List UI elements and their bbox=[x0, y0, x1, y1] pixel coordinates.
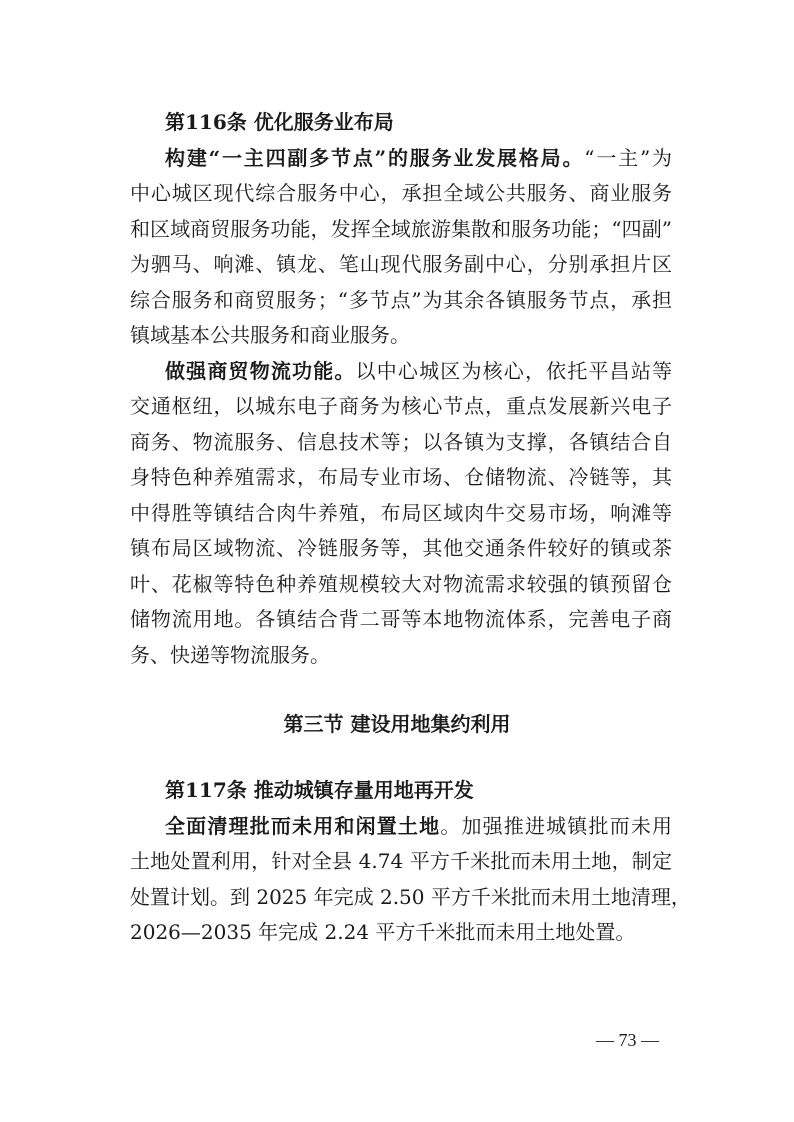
paragraph-line bbox=[130, 809, 672, 845]
paragraph-lead: 做强商贸物流功能。 bbox=[165, 358, 356, 383]
paragraph-line: 和区域商贸服务功能，发挥全域旅游集散和服务功能；“四副” bbox=[130, 216, 672, 241]
paragraph-line: 镇域基本公共服务和商业服务。 bbox=[130, 323, 410, 347]
paragraph-line: 处置计划。到 2025 年完成 2.50 平方千米批而未用土地清理， bbox=[130, 884, 691, 909]
paragraph-line: 储物流用地。各镇结合背二哥等本地物流体系，完善电子商 bbox=[130, 607, 672, 631]
paragraph-line: 2026—2035 年完成 2.24 平方千米批而未用土地处置。 bbox=[130, 920, 636, 944]
text: 以中心城区为核心，依托平昌站等 bbox=[355, 358, 673, 383]
article-117 bbox=[130, 773, 691, 951]
paragraph-lead: 全面清理批而未用和闲置土地 bbox=[165, 813, 441, 838]
paragraph-line: 叶、花椒等特色种养殖规模较大对物流需求较强的镇预留仓 bbox=[130, 571, 672, 596]
paragraph-line: 身特色种养殖需求，布局专业市场、仓储物流、冷链等，其 bbox=[130, 465, 672, 489]
paragraph-line: 镇布局区域物流、冷链服务等，其他交通条件较好的镇或茶 bbox=[130, 536, 672, 560]
paragraph-line: 交通枢纽，以城东电子商务为核心节点，重点发展新兴电子 bbox=[130, 394, 672, 418]
text: 。加强推进城镇批而未用 bbox=[440, 813, 673, 838]
paragraph-line: 商务、物流服务、信息技术等；以各镇为支撑，各镇结合自 bbox=[130, 429, 672, 454]
paragraph-line bbox=[130, 354, 672, 390]
page-number: — 73 — bbox=[596, 1030, 659, 1050]
paragraph-line: 务、快递等物流服务。 bbox=[130, 642, 330, 667]
paragraph-line: 为驷马、响滩、镇龙、笔山现代服务副中心，分别承担片区 bbox=[130, 252, 672, 276]
paragraph-line: 土地处置利用，针对全县 4.74 平方千米批而未用土地，制定 bbox=[130, 849, 672, 873]
paragraph-line: 中得胜等镇结合肉牛养殖，布局区域肉牛交易市场，响滩等 bbox=[130, 500, 672, 525]
section-title: 第三节 建设用地集约利用 bbox=[283, 712, 511, 736]
text: “一主”为 bbox=[584, 145, 673, 170]
paragraph-line bbox=[130, 141, 672, 177]
paragraph-lead: 构建“一主四副多节点”的服务业发展格局。 bbox=[165, 145, 585, 170]
paragraph-line: 综合服务和商贸服务；“多节点”为其余各镇服务节点，承担 bbox=[130, 287, 672, 312]
article-116 bbox=[130, 105, 672, 673]
article-heading: 第116条 优化服务业布局 bbox=[165, 110, 394, 134]
paragraph-line: 中心城区现代综合服务中心，承担全域公共服务、商业服务 bbox=[130, 181, 672, 205]
article-heading: 第117条 推动城镇存量用地再开发 bbox=[165, 778, 474, 802]
